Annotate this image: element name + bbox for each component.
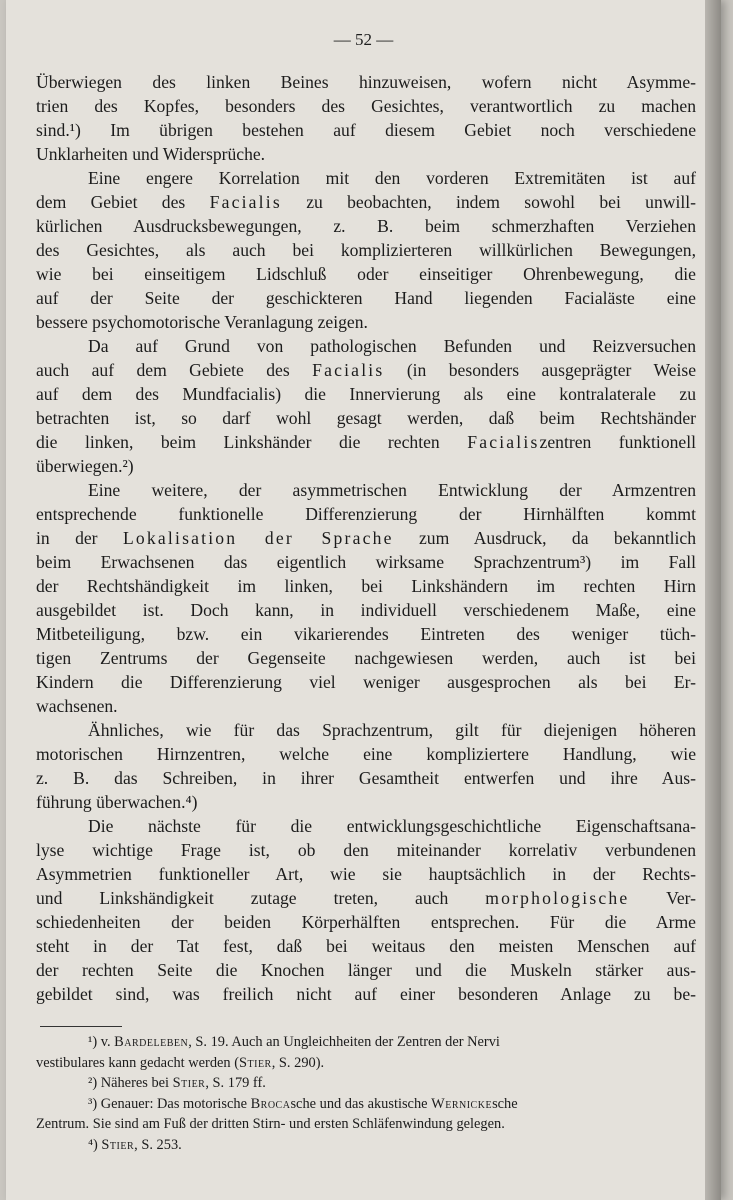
text-line: auf dem des Mundfacialis) die Innervierung als eine kontralaterale zu	[36, 384, 696, 404]
text-line: tigen Zentrums der Gegenseite nachgewiesen werden, auch ist bei	[36, 648, 696, 668]
text-line: Mitbeteiligung, bzw. ein vikarierendes Eintreten des weniger tüch-	[36, 624, 696, 644]
footnote-line: Zentrum. Sie sind am Fuß der dritten Stirn- und ersten Schläfenwindung gelegen.	[36, 1116, 505, 1132]
text-line: motorischen Hirnzentren, welche eine kompliziertere Handlung, wie	[36, 744, 696, 764]
text-line: Eine weitere, der asymmetrischen Entwicklung der Armzentren	[88, 480, 696, 500]
text-line: kürlichen Ausdrucksbewegungen, z. B. beim schmerzhaften Verziehen	[36, 216, 696, 236]
text-line: Ähnliches, wie für das Sprachzentrum, gilt für diejenigen höheren	[88, 720, 696, 740]
text-line: überwiegen.²)	[36, 456, 134, 476]
page-number: — 52 —	[333, 30, 394, 49]
text-line: z. B. das Schreiben, in ihrer Gesamtheit entwerfen und ihre Aus-	[36, 768, 696, 788]
page-gutter-shadow	[705, 0, 721, 1200]
text-line: in der Lokalisation der Sprache zum Ausdruck, da bekanntlich	[36, 528, 696, 548]
text-line: betrachten ist, so darf wohl gesagt werden, daß beim Rechtshänder	[36, 408, 696, 428]
body-text	[36, 70, 696, 1006]
book-page	[6, 0, 721, 1200]
text-line: und Linkshändigkeit zutage treten, auch morphologische Ver-	[36, 888, 697, 908]
text-line: wie bei einseitigem Lidschluß oder einseitiger Ohrenbewegung, die	[36, 264, 696, 284]
text-line: Asymmetrien funktioneller Art, wie sie hauptsächlich in der Rechts-	[36, 864, 696, 884]
text-line: beim Erwachsenen das eigentlich wirksame Sprachzentrum³) im Fall	[36, 552, 696, 572]
text-line: bessere psychomotorische Veranlagung zeigen.	[36, 312, 368, 332]
footnote-line: ²) Näheres bei Stier, S. 179 ff.	[88, 1075, 266, 1091]
text-line: Eine engere Korrelation mit den vorderen Extremitäten ist auf	[88, 168, 696, 188]
text-line: ausgebildet ist. Doch kann, in individuell verschiedenem Maße, eine	[36, 600, 696, 620]
text-line: der rechten Seite die Knochen länger und die Muskeln stärker aus-	[36, 960, 696, 980]
text-line: lyse wichtige Frage ist, ob den miteinander korrelativ verbundenen	[36, 840, 696, 860]
text-line: Da auf Grund von pathologischen Befunden und Reizversuchen	[88, 336, 696, 356]
footnote-line: ¹) v. Bardeleben, S. 19. Auch an Ungleichheiten der Zentren der Nervi	[88, 1034, 500, 1050]
footnote-rule	[40, 1026, 122, 1027]
text-line: dem Gebiet des Facialis zu beobachten, indem sowohl bei unwill-	[36, 192, 696, 212]
text-line: schiedenheiten der beiden Körperhälften entsprechen. Für die Arme	[36, 912, 696, 932]
text-line: gebildet sind, was freilich nicht auf einer besonderen Anlage zu be-	[36, 984, 696, 1004]
footnote-line: vestibulares kann gedacht werden (Stier, S. 290).	[36, 1054, 325, 1071]
text-line: Überwiegen des linken Beines hinzuweisen, wofern nicht Asymme-	[36, 72, 696, 92]
footnote-line: ⁴) Stier, S. 253.	[88, 1136, 182, 1153]
text-line: steht in der Tat fest, daß bei weitaus den meisten Menschen auf	[36, 936, 696, 956]
text-line: der Rechtshändigkeit im linken, bei Linkshändern im rechten Hirn	[36, 576, 696, 596]
footnote-line: ³) Genauer: Das motorische Brocasche und das akustische Wernickesche	[88, 1095, 518, 1112]
text-line: auch auf dem Gebiete des Facialis (in besonders ausgeprägter Weise	[36, 360, 696, 380]
text-line: Kindern die Differenzierung viel weniger ausgesprochen als bei Er-	[36, 672, 696, 692]
text-line: die linken, beim Linkshänder die rechten Facialiszentren funktionell	[36, 432, 696, 452]
text-line: sind.¹) Im übrigen bestehen auf diesem Gebiet noch verschiedene	[36, 120, 696, 140]
text-line: trien des Kopfes, besonders des Gesichtes, verantwortlich zu machen	[36, 96, 696, 116]
text-line: des Gesichtes, als auch bei komplizierteren willkürlichen Bewegungen,	[36, 240, 696, 260]
text-line: wachsenen.	[36, 696, 118, 716]
footnotes	[36, 1032, 696, 1155]
text-line: Die nächste für die entwicklungsgeschichtliche Eigenschaftsana-	[88, 816, 696, 836]
text-line: auf der Seite der geschickteren Hand liegenden Facialäste eine	[36, 288, 696, 308]
text-line: Unklarheiten und Widersprüche.	[36, 144, 266, 164]
text-line: führung überwachen.⁴)	[36, 792, 198, 812]
text-line: entsprechende funktionelle Differenzierung der Hirnhälften kommt	[36, 504, 696, 524]
